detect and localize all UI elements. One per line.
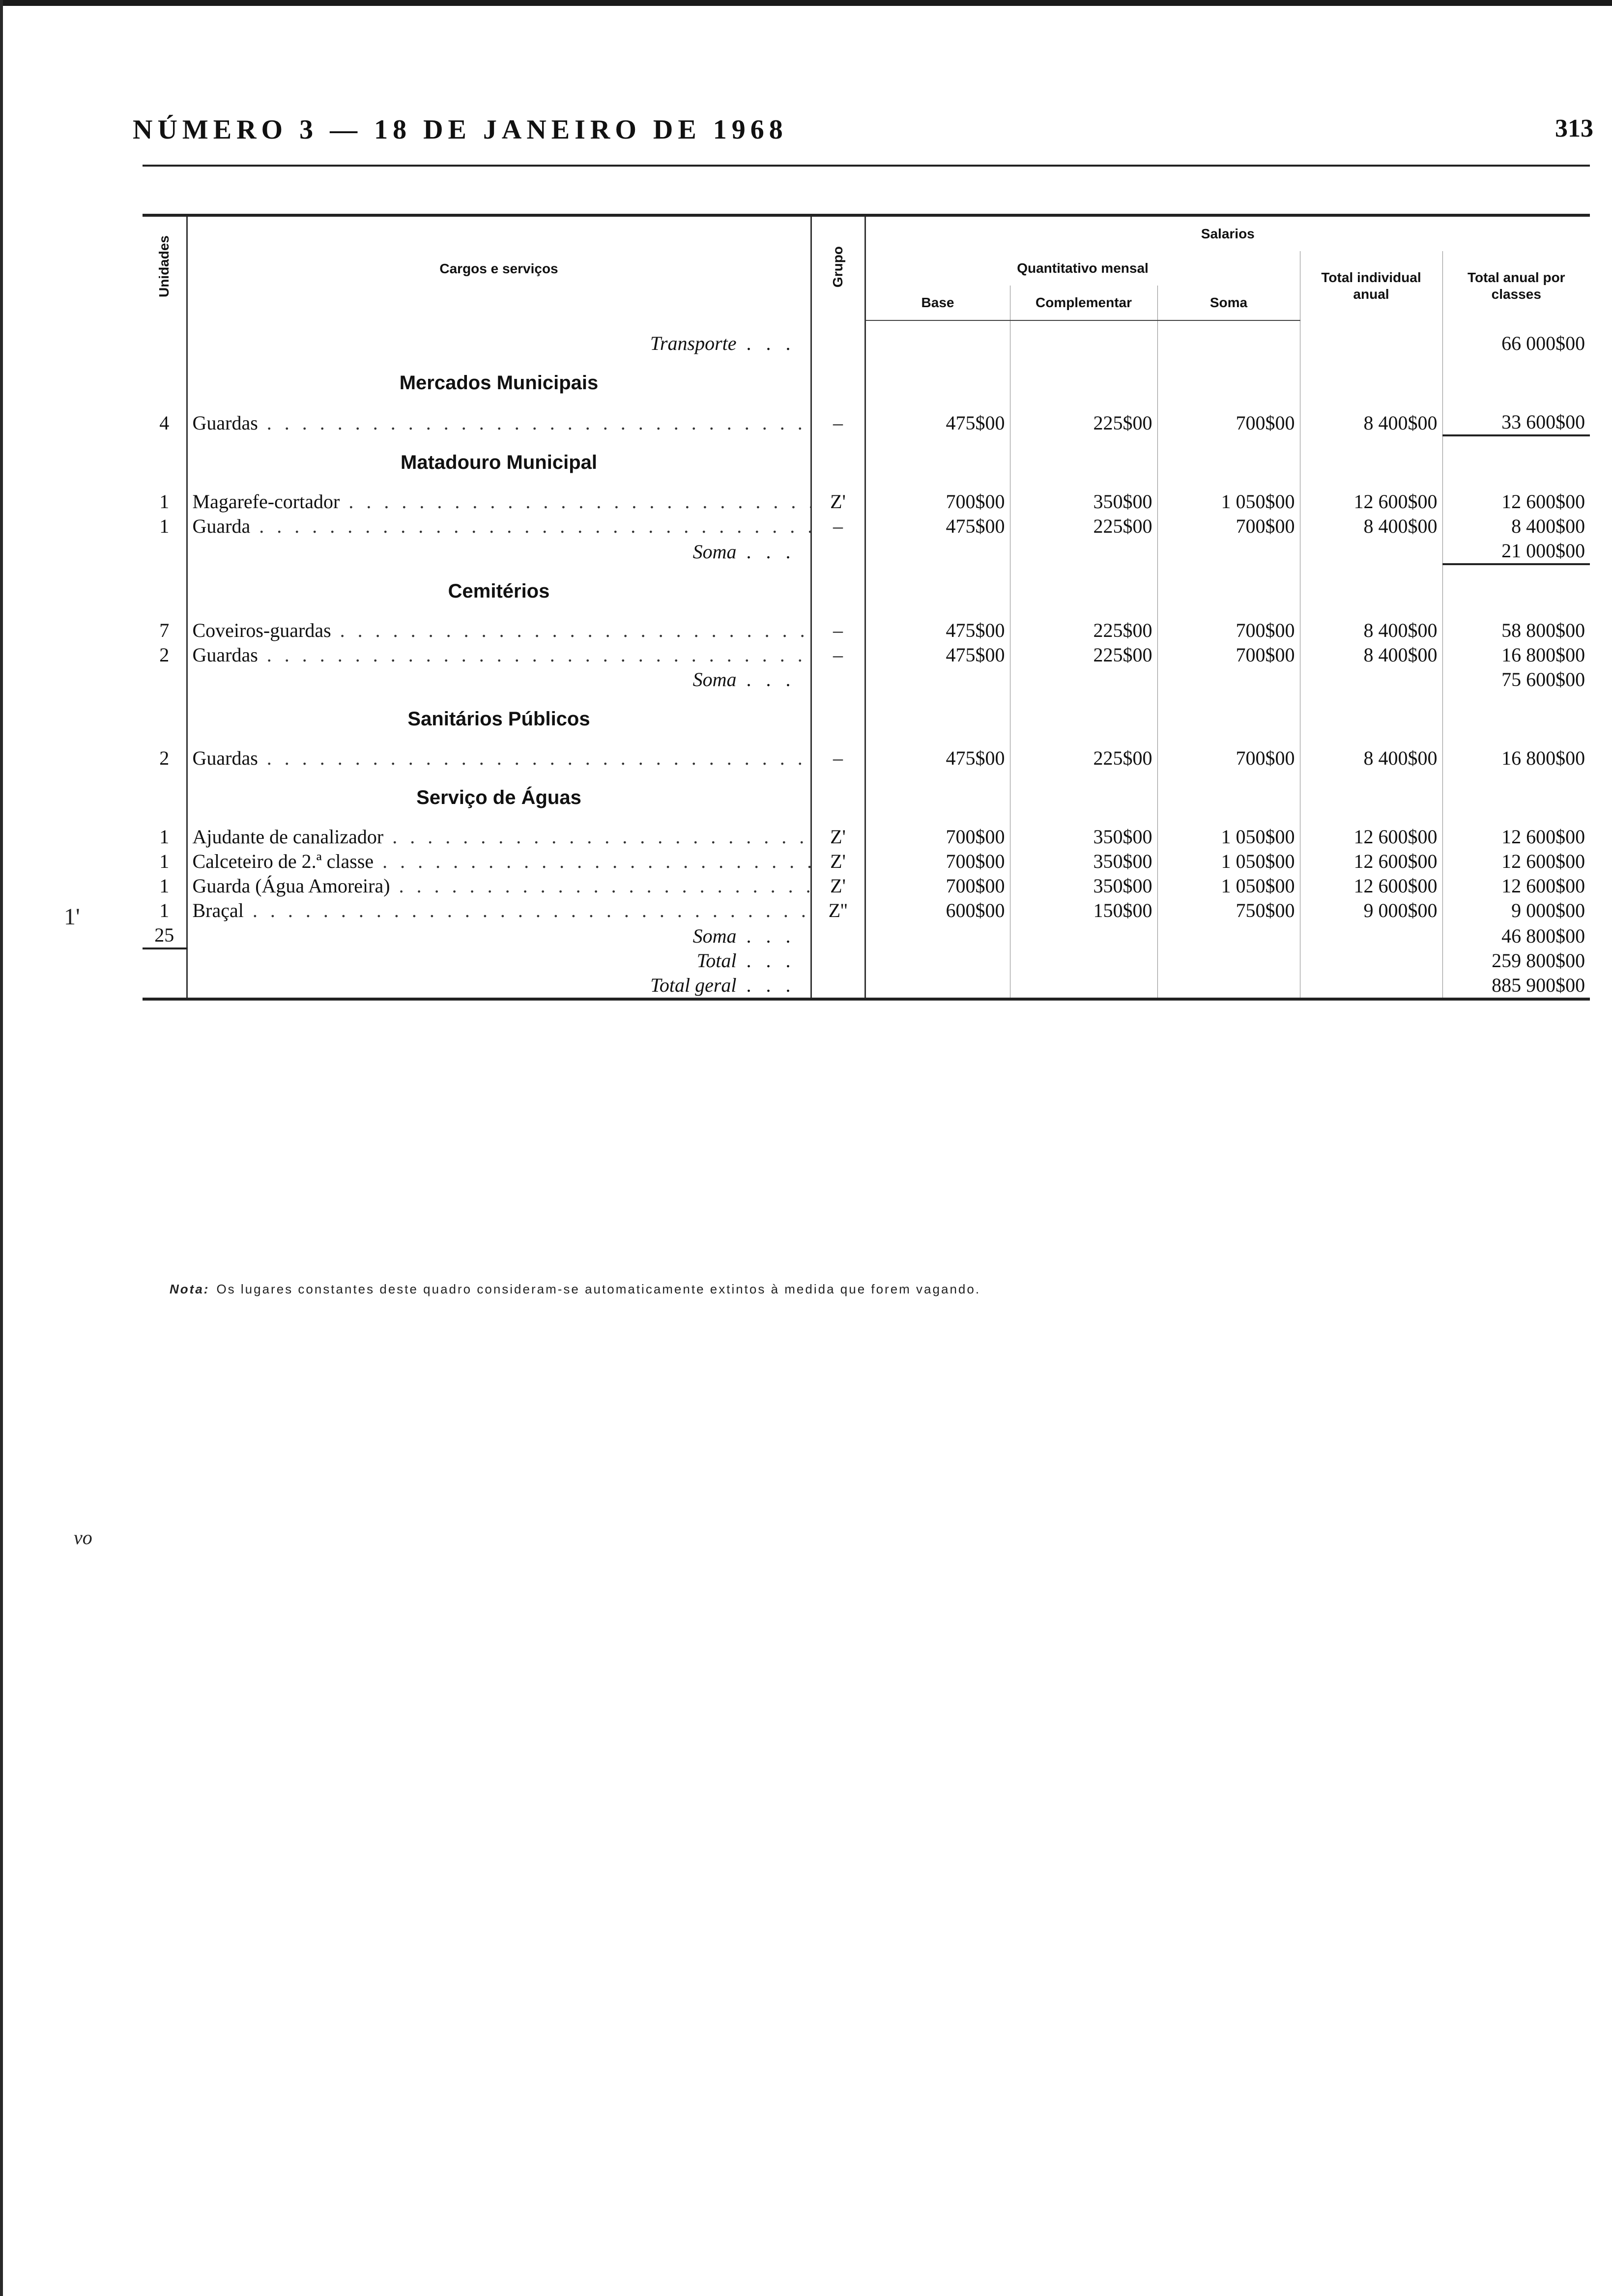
header-complementar: Complementar bbox=[1010, 286, 1157, 320]
soma-total: 46 800$00 bbox=[1442, 923, 1590, 948]
total-classe-cell: 12 600$00 bbox=[1442, 849, 1590, 874]
transporte-row bbox=[143, 331, 1590, 356]
grupo-cell: – bbox=[811, 746, 865, 771]
units-cell: 2 bbox=[159, 644, 170, 666]
header-rule bbox=[143, 165, 1590, 167]
header-grupo: Grupo bbox=[811, 215, 865, 320]
margin-mark-2: vo bbox=[74, 1526, 92, 1549]
total-classe-cell: 9 000$00 bbox=[1442, 898, 1590, 923]
total-individual-cell: 12 600$00 bbox=[1300, 489, 1442, 514]
complementar-cell: 350$00 bbox=[1010, 849, 1157, 874]
total-individual-cell: 8 400$00 bbox=[1300, 618, 1442, 643]
table-row bbox=[143, 643, 1590, 667]
note-text: Os lugares constantes deste quadro consideram-se automaticamente extintos à medida que forem vagando. bbox=[216, 1282, 981, 1296]
grupo-cell: – bbox=[811, 514, 865, 539]
grupo-cell: Z' bbox=[811, 489, 865, 514]
header-total-individual: Total individual anual bbox=[1300, 251, 1442, 320]
soma-cell: 1 050$00 bbox=[1157, 874, 1300, 898]
complementar-cell: 225$00 bbox=[1010, 514, 1157, 539]
table-row bbox=[143, 514, 1590, 539]
soma-label: Soma . . . bbox=[187, 923, 811, 948]
base-cell: 475$00 bbox=[865, 746, 1010, 771]
base-cell: 700$00 bbox=[865, 489, 1010, 514]
grupo-cell: Z' bbox=[811, 874, 865, 898]
soma-total: 75 600$00 bbox=[1442, 667, 1590, 692]
total-row bbox=[143, 948, 1590, 973]
table-row bbox=[143, 746, 1590, 771]
total-classe-cell: 33 600$00 bbox=[1442, 410, 1590, 435]
cargo-cell: Braçal . . . bbox=[187, 898, 811, 923]
soma-cell: 750$00 bbox=[1157, 898, 1300, 923]
table-row bbox=[143, 618, 1590, 643]
base-cell: 475$00 bbox=[865, 514, 1010, 539]
transporte-label: Transporte . . . bbox=[187, 331, 811, 356]
base-cell: 700$00 bbox=[865, 849, 1010, 874]
total-classe-cell: 16 800$00 bbox=[1442, 643, 1590, 667]
cargo-cell: Guarda (Água Amoreira) . . . bbox=[187, 874, 811, 898]
page-edge-left bbox=[0, 0, 3, 2296]
header-salarios: Salarios bbox=[865, 215, 1590, 251]
table-row bbox=[143, 874, 1590, 898]
table-row bbox=[143, 898, 1590, 923]
complementar-cell: 225$00 bbox=[1010, 643, 1157, 667]
section-title-aguas: Serviço de Águas bbox=[187, 771, 811, 825]
total-individual-cell: 8 400$00 bbox=[1300, 514, 1442, 539]
total-geral-row bbox=[143, 973, 1590, 999]
note-label: Nota: bbox=[170, 1282, 210, 1296]
soma-label: Soma . . . bbox=[187, 539, 811, 564]
header-unidades: Unidades bbox=[143, 215, 187, 320]
units-cell: 1 bbox=[159, 875, 170, 897]
grupo-cell: – bbox=[811, 410, 865, 435]
soma-row-aguas bbox=[143, 923, 1590, 948]
soma-cell: 700$00 bbox=[1157, 643, 1300, 667]
units-cell: 1 bbox=[159, 850, 170, 872]
total-classe-cell: 12 600$00 bbox=[1442, 825, 1590, 849]
complementar-cell: 350$00 bbox=[1010, 825, 1157, 849]
soma-units: 25 bbox=[143, 923, 187, 948]
soma-cell: 1 050$00 bbox=[1157, 849, 1300, 874]
cargo-cell: Guardas . . . bbox=[187, 643, 811, 667]
complementar-cell: 225$00 bbox=[1010, 746, 1157, 771]
header-cargos: Cargos e serviços bbox=[187, 215, 811, 320]
table-row bbox=[143, 825, 1590, 849]
header-soma: Soma bbox=[1157, 286, 1300, 320]
table-row bbox=[143, 849, 1590, 874]
units-cell: 1 bbox=[159, 515, 170, 537]
total-classe-cell: 12 600$00 bbox=[1442, 489, 1590, 514]
page-edge-top bbox=[0, 0, 1612, 6]
grupo-cell: – bbox=[811, 643, 865, 667]
soma-total: 21 000$00 bbox=[1442, 539, 1590, 564]
cargo-cell: Calceteiro de 2.ª classe . . . bbox=[187, 849, 811, 874]
section-title-mercados: Mercados Municipais bbox=[187, 356, 811, 410]
soma-row-cemiterios bbox=[143, 667, 1590, 692]
header-quantitativo: Quantitativo mensal bbox=[865, 251, 1300, 286]
total-classe-cell: 12 600$00 bbox=[1442, 874, 1590, 898]
cargo-cell: Guardas . . . bbox=[187, 410, 811, 435]
total-individual-cell: 12 600$00 bbox=[1300, 849, 1442, 874]
soma-cell: 700$00 bbox=[1157, 746, 1300, 771]
total-geral-label: Total geral . . . bbox=[187, 973, 811, 999]
cargo-cell: Guarda . . . bbox=[187, 514, 811, 539]
total-individual-cell: 12 600$00 bbox=[1300, 874, 1442, 898]
grupo-cell: Z' bbox=[811, 825, 865, 849]
table-head bbox=[143, 215, 1590, 320]
grupo-cell: Z' bbox=[811, 849, 865, 874]
total-individual-cell: 8 400$00 bbox=[1300, 410, 1442, 435]
transporte-total: 66 000$00 bbox=[1442, 331, 1590, 356]
grupo-cell: – bbox=[811, 618, 865, 643]
section-title-cemiterios: Cemitérios bbox=[187, 564, 811, 618]
header-total-anual: Total anual por classes bbox=[1442, 251, 1590, 320]
base-cell: 700$00 bbox=[865, 825, 1010, 849]
soma-row-matadouro bbox=[143, 539, 1590, 564]
complementar-cell: 150$00 bbox=[1010, 898, 1157, 923]
running-head: NÚMERO 3 — 18 DE JANEIRO DE 1968 bbox=[133, 115, 788, 145]
salary-table bbox=[143, 214, 1590, 1001]
total-individual-cell: 8 400$00 bbox=[1300, 746, 1442, 771]
complementar-cell: 350$00 bbox=[1010, 874, 1157, 898]
complementar-cell: 350$00 bbox=[1010, 489, 1157, 514]
complementar-cell: 225$00 bbox=[1010, 410, 1157, 435]
soma-cell: 700$00 bbox=[1157, 410, 1300, 435]
total-classe-cell: 58 800$00 bbox=[1442, 618, 1590, 643]
units-cell: 1 bbox=[159, 490, 170, 513]
page-number: 313 bbox=[1555, 115, 1593, 143]
table-row bbox=[143, 489, 1590, 514]
cargo-cell: Ajudante de canalizador . . . bbox=[187, 825, 811, 849]
soma-cell: 700$00 bbox=[1157, 618, 1300, 643]
soma-cell: 1 050$00 bbox=[1157, 825, 1300, 849]
table-row bbox=[143, 410, 1590, 435]
complementar-cell: 225$00 bbox=[1010, 618, 1157, 643]
total-classe-cell: 8 400$00 bbox=[1442, 514, 1590, 539]
section-title-matadouro: Matadouro Municipal bbox=[187, 435, 811, 489]
margin-mark-1: 1' bbox=[64, 904, 80, 930]
table-note bbox=[170, 1282, 980, 1297]
grupo-cell: Z'' bbox=[811, 898, 865, 923]
units-cell: 4 bbox=[159, 412, 170, 434]
units-cell: 7 bbox=[159, 619, 170, 641]
soma-cell: 1 050$00 bbox=[1157, 489, 1300, 514]
units-cell: 1 bbox=[159, 826, 170, 848]
cargo-cell: Guardas . . . bbox=[187, 746, 811, 771]
base-cell: 700$00 bbox=[865, 874, 1010, 898]
total-classe-cell: 16 800$00 bbox=[1442, 746, 1590, 771]
units-cell: 1 bbox=[159, 899, 170, 921]
total-label: Total . . . bbox=[187, 948, 811, 973]
total-individual-cell: 9 000$00 bbox=[1300, 898, 1442, 923]
base-cell: 475$00 bbox=[865, 410, 1010, 435]
units-cell: 2 bbox=[159, 747, 170, 769]
base-cell: 475$00 bbox=[865, 643, 1010, 667]
header-base: Base bbox=[865, 286, 1010, 320]
total-geral-value: 885 900$00 bbox=[1442, 973, 1590, 999]
soma-label: Soma . . . bbox=[187, 667, 811, 692]
section-title-sanitarios: Sanitários Públicos bbox=[187, 692, 811, 746]
base-cell: 475$00 bbox=[865, 618, 1010, 643]
soma-cell: 700$00 bbox=[1157, 514, 1300, 539]
total-individual-cell: 12 600$00 bbox=[1300, 825, 1442, 849]
total-individual-cell: 8 400$00 bbox=[1300, 643, 1442, 667]
cargo-cell: Magarefe-cortador . . . bbox=[187, 489, 811, 514]
total-value: 259 800$00 bbox=[1442, 948, 1590, 973]
cargo-cell: Coveiros-guardas . . . bbox=[187, 618, 811, 643]
base-cell: 600$00 bbox=[865, 898, 1010, 923]
